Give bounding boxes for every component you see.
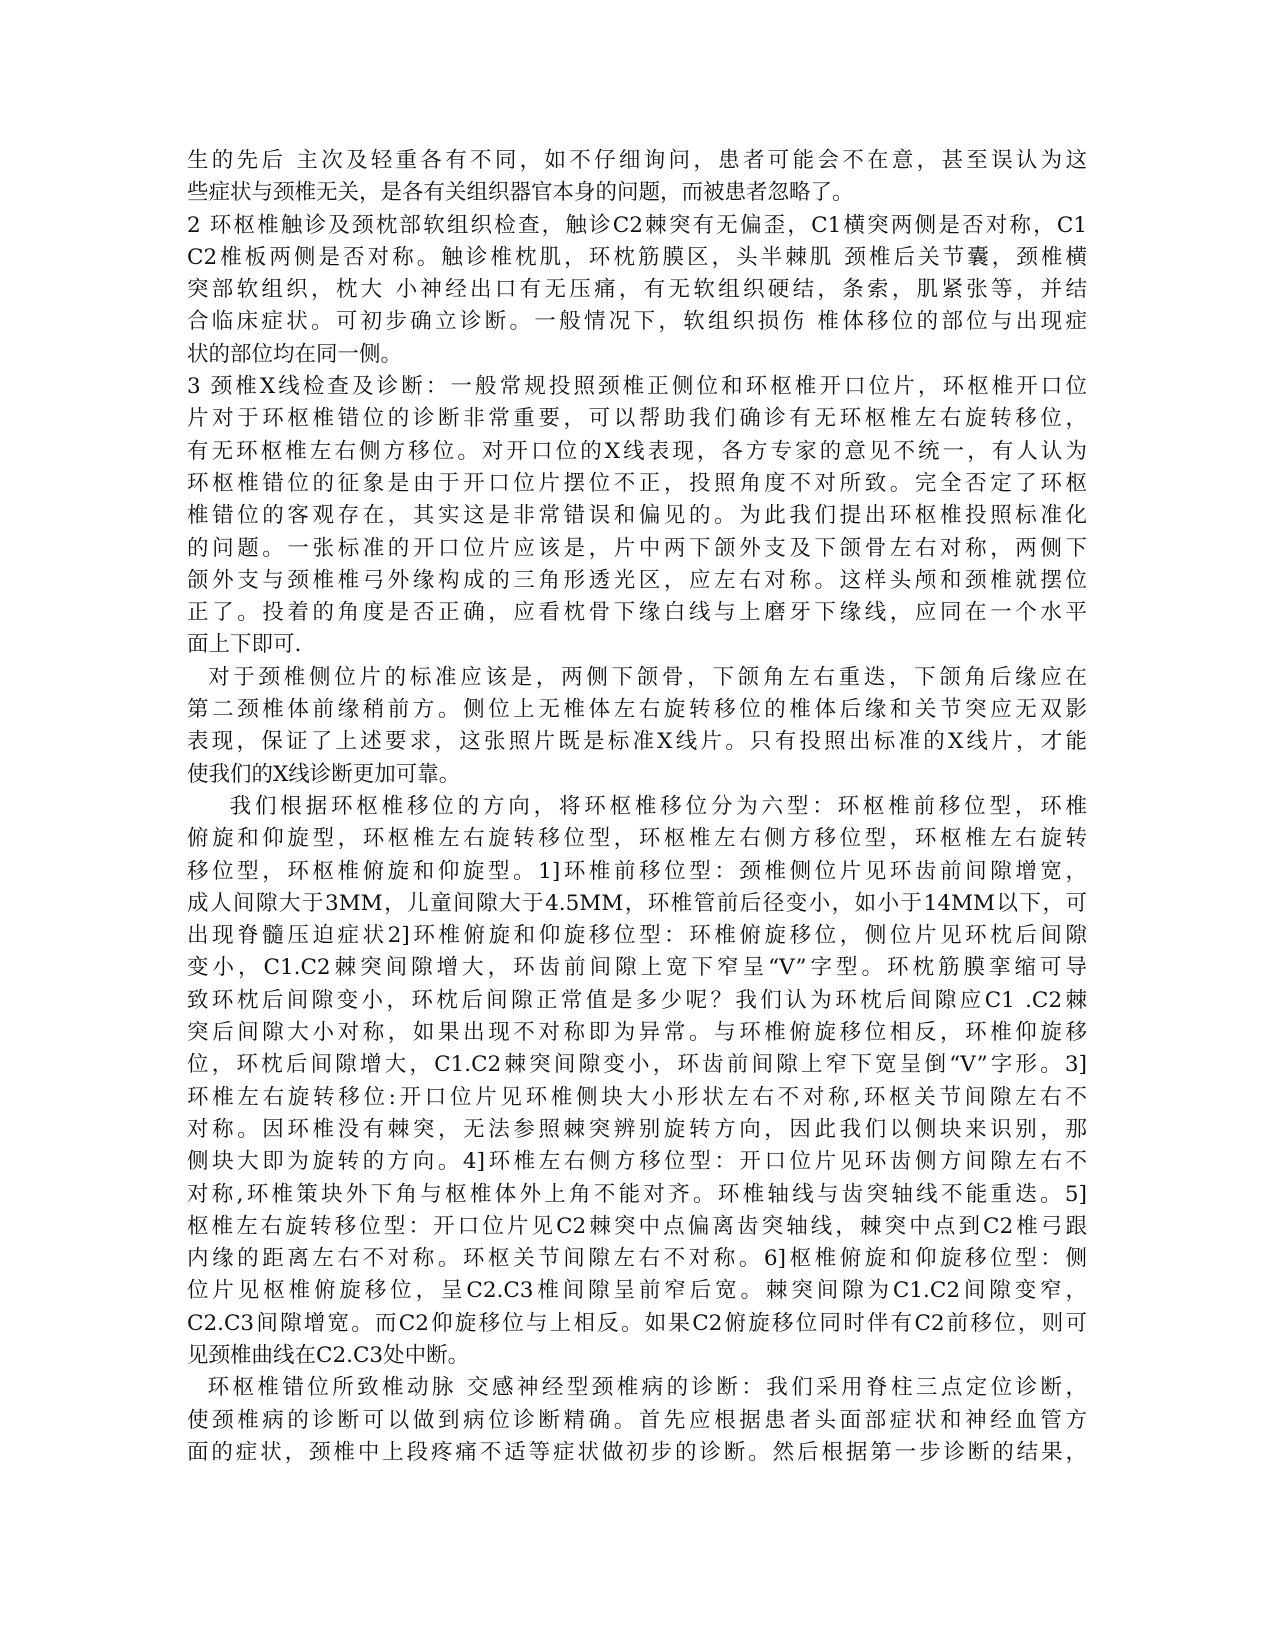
text-line: 2 环枢椎触诊及颈枕部软组织检查，触诊C2棘突有无偏歪，C1横突两侧是否对称，C1 xyxy=(187,212,1087,238)
text-line: 致环枕后间隙变小，环枕后间隙正常值是多少呢？我们认为环枕后间隙应C1 .C2棘 xyxy=(187,987,1087,1013)
document-body-text xyxy=(187,145,1087,1469)
text-line: 环枢椎错位所致椎动脉 交感神经型颈椎病的诊断：我们采用脊柱三点定位诊断， xyxy=(187,1375,1087,1401)
text-line: 片对于环枢椎错位的诊断非常重要，可以帮助我们确诊有无环枢椎左右旋转移位， xyxy=(187,406,1087,432)
text-line: 颌外支与颈椎椎弓外缘构成的三角形透光区，应左右对称。这样头颅和颈椎就摆位 xyxy=(187,567,1087,593)
text-line: 位片见枢椎俯旋移位，呈C2.C3椎间隙呈前窄后宽。棘突间隙为C1.C2间隙变窄， xyxy=(187,1278,1087,1304)
text-line: 突后间隙大小对称，如果出现不对称即为异常。与环椎俯旋移位相反，环椎仰旋移 xyxy=(187,1020,1087,1046)
text-line: 第二颈椎体前缘稍前方。侧位上无椎体左右旋转移位的椎体后缘和关节突应无双影 xyxy=(187,697,1087,723)
text-line: 枢椎左右旋转移位型：开口位片见C2棘突中点偏离齿突轴线，棘突中点到C2椎弓跟 xyxy=(187,1213,1087,1239)
text-line: 对于颈椎侧位片的标准应该是，两侧下颌骨，下颌角左右重迭，下颌角后缘应在 xyxy=(187,664,1087,690)
text-line: 对称。因环椎没有棘突，无法参照棘突辨别旋转方向，因此我们以侧块来识别，那 xyxy=(187,1116,1087,1142)
text-line: 环枢椎错位的征象是由于开口位片摆位不正，投照角度不对所致。完全否定了环枢 xyxy=(187,470,1087,496)
text-line: 3 颈椎X线检查及诊断：一般常规投照颈椎正侧位和环枢椎开口位片，环枢椎开口位 xyxy=(187,374,1087,400)
text-line: 些症状与颈椎无关，是各有关组织器官本身的问题，而被患者忽略了。 xyxy=(187,180,854,206)
text-line: 对称,环椎策块外下角与枢椎体外上角不能对齐。环椎轴线与齿突轴线不能重迭。5] xyxy=(187,1181,1087,1207)
text-line: 俯旋和仰旋型，环枢椎左右旋转移位型，环枢椎左右侧方移位型，环枢椎左右旋转 xyxy=(187,826,1087,852)
text-line: 内缘的距离左右不对称。环枢关节间隙左右不对称。6]枢椎俯旋和仰旋移位型：侧 xyxy=(187,1246,1087,1272)
text-line: 面上下即可. xyxy=(187,632,302,658)
text-line: 的问题。一张标准的开口位片应该是，片中两下颌外支及下颌骨左右对称，两侧下 xyxy=(187,535,1087,561)
text-line: 使我们的X线诊断更加可靠。 xyxy=(187,761,461,787)
text-line: 我们根据环枢椎移位的方向，将环枢椎移位分为六型：环枢椎前移位型，环椎 xyxy=(187,793,1087,819)
text-line: 侧块大即为旋转的方向。4]环椎左右侧方移位型：开口位片见环齿侧方间隙左右不 xyxy=(187,1149,1087,1175)
text-line: 状的部位均在同一侧。 xyxy=(187,341,403,367)
text-line: C2.C3间隙增宽。而C2仰旋移位与上相反。如果C2俯旋移位同时伴有C2前移位，则可 xyxy=(187,1310,1087,1336)
text-line: 见颈椎曲线在C2.C3处中断。 xyxy=(187,1342,470,1368)
text-line: 合临床症状。可初步确立诊断。一般情况下，软组织损伤 椎体移位的部位与出现症 xyxy=(187,309,1087,335)
text-line: 成人间隙大于3MM，儿童间隙大于4.5MM，环椎管前后径变小，如小于14MM以下，可 xyxy=(187,890,1087,916)
text-line: 有无环枢椎左右侧方移位。对开口位的X线表现，各方专家的意见不统一，有人认为 xyxy=(187,438,1087,464)
text-line: 面的症状，颈椎中上段疼痛不适等症状做初步的诊断。然后根据第一步诊断的结果， xyxy=(187,1439,1087,1465)
text-line: C2椎板两侧是否对称。触诊椎枕肌，环枕筋膜区，头半棘肌 颈椎后关节囊，颈椎横 xyxy=(187,244,1087,270)
text-line: 移位型，环枢椎俯旋和仰旋型。1]环椎前移位型：颈椎侧位片见环齿前间隙增宽， xyxy=(187,858,1087,884)
text-line: 出现脊髓压迫症状2]环椎俯旋和仰旋移位型：环椎俯旋移位，侧位片见环枕后间隙 xyxy=(187,923,1087,949)
text-line: 环椎左右旋转移位:开口位片见环椎侧块大小形状左右不对称,环枢关节间隙左右不 xyxy=(187,1084,1087,1110)
text-line: 正了。投着的角度是否正确，应看枕骨下缘白线与上磨牙下缘线，应同在一个水平 xyxy=(187,600,1087,626)
text-line: 位，环枕后间隙增大，C1.C2棘突间隙变小，环齿前间隙上窄下宽呈倒“V”字形。3] xyxy=(187,1052,1087,1078)
text-line: 变小，C1.C2棘突间隙增大，环齿前间隙上宽下窄呈“V”字型。环枕筋膜挛缩可导 xyxy=(187,955,1087,981)
text-line: 突部软组织，枕大 小神经出口有无压痛，有无软组织硬结，条索，肌紧张等，并结 xyxy=(187,277,1087,303)
text-line: 使颈椎病的诊断可以做到病位诊断精确。首先应根据患者头面部症状和神经血管方 xyxy=(187,1407,1087,1433)
text-line: 表现，保证了上述要求，这张照片既是标准X线片。只有投照出标准的X线片，才能 xyxy=(187,729,1087,755)
text-line: 生的先后 主次及轻重各有不同，如不仔细询问，患者可能会不在意，甚至误认为这 xyxy=(187,148,1087,173)
text-line: 椎错位的客观存在，其实这是非常错误和偏见的。为此我们提出环枢椎投照标准化 xyxy=(187,503,1087,529)
